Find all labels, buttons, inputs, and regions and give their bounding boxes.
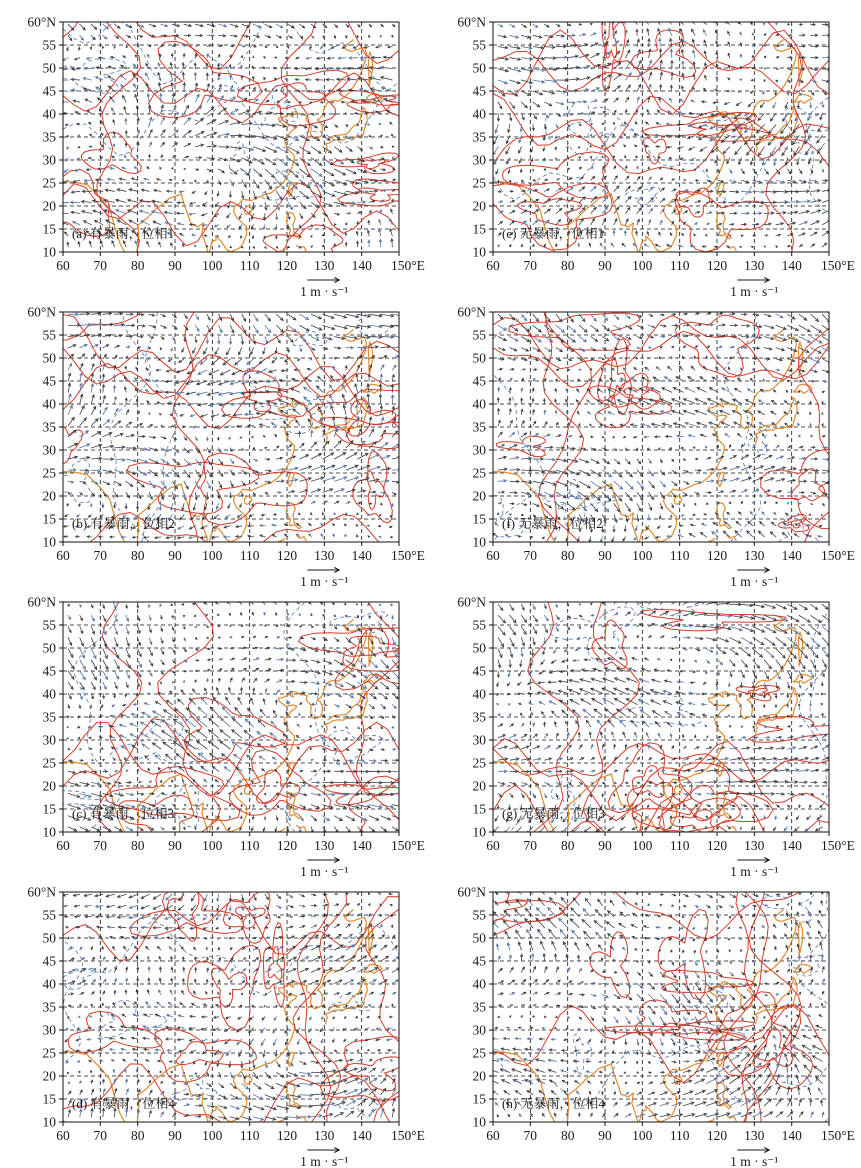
x-tick-label: 90 [598, 258, 612, 273]
x-axis-labels [486, 548, 855, 563]
y-tick-label: 30 [472, 152, 486, 168]
y-axis-labels [457, 305, 486, 550]
y-tick-label: 55 [42, 327, 56, 343]
scale-label: 1 m · s⁻¹ [730, 284, 779, 298]
x-tick-label: 110 [239, 838, 260, 853]
y-tick-label: 40 [42, 396, 56, 412]
y-tick-label: 10 [472, 1114, 486, 1130]
x-axis-labels [56, 258, 425, 273]
vector-scale-legend [730, 568, 778, 589]
scale-arrow-icon [307, 568, 339, 573]
x-axis-labels [56, 1128, 425, 1143]
x-tick-label: 100 [202, 258, 223, 273]
y-tick-label: 10 [42, 534, 56, 550]
panel-e [431, 8, 861, 298]
x-tick-label: 100 [202, 838, 223, 853]
y-tick-label: 10 [472, 244, 486, 260]
x-tick-label: 80 [560, 548, 575, 563]
vector-scale-legend [300, 858, 348, 879]
y-tick-label: 55 [472, 617, 486, 633]
x-tick-label: 60 [486, 1128, 500, 1143]
x-axis-labels [486, 1128, 855, 1143]
x-tick-label: 120 [276, 1128, 298, 1143]
y-tick-label: 25 [472, 175, 486, 191]
x-tick-label: 150°E [391, 258, 425, 273]
y-tick-label: 60°N [457, 884, 486, 900]
x-tick-label: 150°E [821, 548, 855, 563]
x-tick-label: 120 [276, 548, 298, 563]
x-tick-label: 130 [744, 838, 765, 853]
y-tick-label: 15 [472, 221, 486, 237]
x-tick-label: 100 [202, 548, 223, 563]
y-tick-label: 45 [42, 83, 56, 99]
y-tick-label: 30 [42, 732, 56, 748]
y-tick-label: 50 [42, 60, 56, 76]
y-tick-label: 45 [472, 953, 486, 969]
scale-arrow-icon [737, 858, 769, 863]
x-tick-label: 140 [351, 838, 372, 853]
y-tick-label: 30 [42, 1022, 56, 1038]
x-tick-label: 100 [202, 1128, 223, 1143]
panel-label-h: (h) 无暴雨，位相4 [502, 1096, 605, 1111]
scale-label: 1 m · s⁻¹ [300, 1154, 349, 1168]
map-plot-e [431, 8, 861, 298]
y-tick-label: 25 [472, 1045, 486, 1061]
panel-label-b: (b) 有暴雨，位相2 [72, 516, 175, 531]
coastline-layer [493, 40, 812, 253]
scale-label: 1 m · s⁻¹ [730, 1154, 779, 1168]
y-tick-label: 35 [472, 419, 486, 435]
x-tick-label: 110 [239, 258, 260, 273]
x-tick-label: 140 [351, 548, 372, 563]
y-tick-label: 60°N [27, 594, 56, 610]
x-axis-labels [56, 548, 425, 563]
x-tick-label: 150°E [821, 1128, 855, 1143]
x-tick-label: 60 [56, 1128, 70, 1143]
y-tick-label: 55 [42, 907, 56, 923]
y-axis-labels [27, 885, 56, 1130]
y-tick-label: 15 [472, 511, 486, 527]
wind-vector-field [488, 888, 824, 1117]
x-tick-label: 140 [351, 1128, 372, 1143]
x-tick-label: 130 [314, 548, 335, 563]
x-tick-label: 70 [523, 838, 538, 853]
y-axis-labels [457, 885, 486, 1130]
y-tick-label: 50 [42, 640, 56, 656]
y-axis-labels [457, 15, 486, 260]
y-tick-label: 35 [42, 419, 56, 435]
y-tick-label: 60°N [457, 304, 486, 320]
x-tick-label: 70 [93, 1128, 108, 1143]
map-plot-a [1, 8, 431, 298]
y-tick-label: 60°N [457, 594, 486, 610]
x-tick-label: 130 [744, 548, 765, 563]
y-tick-label: 30 [472, 442, 486, 458]
y-tick-label: 40 [472, 686, 486, 702]
x-tick-label: 70 [93, 258, 108, 273]
y-tick-label: 15 [42, 1091, 56, 1107]
scale-arrow-icon [307, 1148, 339, 1153]
x-tick-label: 150°E [391, 548, 425, 563]
x-tick-label: 80 [560, 1128, 575, 1143]
x-tick-label: 150°E [821, 838, 855, 853]
scale-arrow-icon [737, 1148, 769, 1153]
map-plot-h [431, 878, 861, 1168]
y-axis-labels [27, 305, 56, 550]
y-tick-label: 20 [472, 778, 486, 794]
map-plot-c [1, 588, 431, 878]
y-tick-label: 45 [472, 373, 486, 389]
x-tick-label: 140 [781, 838, 802, 853]
panel-d [1, 878, 431, 1168]
scale-arrow-icon [737, 278, 769, 283]
y-tick-label: 25 [42, 755, 56, 771]
x-tick-label: 100 [632, 1128, 653, 1143]
x-tick-label: 130 [314, 838, 335, 853]
scale-arrow-icon [737, 568, 769, 573]
x-tick-label: 90 [168, 258, 182, 273]
y-tick-label: 10 [42, 824, 56, 840]
y-tick-label: 40 [472, 396, 486, 412]
scale-arrow-icon [307, 278, 339, 283]
x-tick-label: 120 [706, 838, 728, 853]
x-tick-label: 80 [130, 258, 145, 273]
vector-scale-legend [300, 1148, 348, 1168]
y-tick-label: 45 [42, 663, 56, 679]
x-tick-label: 60 [486, 548, 500, 563]
y-axis-labels [27, 595, 56, 840]
x-tick-label: 110 [669, 258, 690, 273]
wind-vector-field [64, 312, 406, 538]
panel-h [431, 878, 861, 1168]
x-tick-label: 90 [168, 1128, 182, 1143]
x-tick-label: 70 [523, 1128, 538, 1143]
y-tick-label: 15 [472, 1091, 486, 1107]
x-tick-label: 130 [744, 258, 765, 273]
y-tick-label: 20 [42, 778, 56, 794]
x-tick-label: 100 [632, 258, 653, 273]
panel-a [1, 8, 431, 298]
coastline-layer [493, 330, 812, 543]
x-tick-label: 90 [598, 548, 612, 563]
map-plot-f [431, 298, 861, 588]
vector-scale-legend [730, 278, 778, 299]
scale-label: 1 m · s⁻¹ [300, 284, 349, 298]
y-tick-label: 60°N [27, 304, 56, 320]
scale-label: 1 m · s⁻¹ [730, 864, 779, 878]
y-tick-label: 55 [42, 37, 56, 53]
x-tick-label: 120 [276, 258, 298, 273]
y-tick-label: 35 [42, 709, 56, 725]
scale-arrow-icon [307, 858, 339, 863]
scale-label: 1 m · s⁻¹ [300, 864, 349, 878]
vector-scale-legend [730, 858, 778, 879]
panel-label-e: (e) 无暴雨，位相1 [502, 226, 605, 241]
map-plot-g [431, 588, 861, 878]
x-tick-label: 110 [669, 838, 690, 853]
y-tick-label: 30 [472, 732, 486, 748]
x-axis-labels [486, 258, 855, 273]
x-tick-label: 100 [632, 838, 653, 853]
x-tick-label: 70 [523, 548, 538, 563]
wind-vector-field [59, 24, 395, 248]
x-tick-label: 60 [486, 258, 500, 273]
y-tick-label: 25 [42, 465, 56, 481]
x-tick-label: 110 [239, 548, 260, 563]
x-tick-label: 150°E [821, 258, 855, 273]
scale-label: 1 m · s⁻¹ [730, 574, 779, 588]
y-tick-label: 40 [472, 106, 486, 122]
y-tick-label: 35 [472, 709, 486, 725]
panel-label-g: (g) 无暴雨，位相3 [502, 806, 605, 821]
y-tick-label: 20 [42, 198, 56, 214]
y-tick-label: 20 [472, 488, 486, 504]
y-tick-label: 15 [42, 221, 56, 237]
x-tick-label: 90 [168, 548, 182, 563]
y-tick-label: 60°N [457, 14, 486, 30]
negative-contour-layer [57, 299, 427, 542]
x-axis-labels [56, 838, 425, 853]
y-tick-label: 35 [42, 129, 56, 145]
x-tick-label: 130 [314, 1128, 335, 1143]
y-tick-label: 20 [472, 198, 486, 214]
x-tick-label: 70 [93, 838, 108, 853]
y-tick-label: 10 [472, 534, 486, 550]
x-tick-label: 120 [706, 1128, 728, 1143]
y-tick-label: 15 [472, 801, 486, 817]
x-tick-label: 140 [351, 258, 372, 273]
panel-label-a: (a) 有暴雨，位相1 [72, 226, 175, 241]
y-tick-label: 60°N [27, 14, 56, 30]
x-tick-label: 110 [239, 1128, 260, 1143]
x-tick-label: 80 [130, 548, 145, 563]
y-tick-label: 40 [42, 106, 56, 122]
panel-c [1, 588, 431, 878]
y-tick-label: 55 [472, 37, 486, 53]
y-tick-label: 30 [42, 442, 56, 458]
x-tick-label: 120 [276, 838, 298, 853]
map-plot-d [1, 878, 431, 1168]
y-tick-label: 20 [472, 1068, 486, 1084]
x-tick-label: 80 [560, 838, 575, 853]
panel-f [431, 298, 861, 588]
y-tick-label: 25 [472, 755, 486, 771]
x-tick-label: 150°E [391, 838, 425, 853]
x-tick-label: 110 [669, 1128, 690, 1143]
y-tick-label: 20 [42, 488, 56, 504]
y-axis-labels [27, 15, 56, 260]
x-tick-label: 60 [56, 548, 70, 563]
vector-scale-legend [300, 568, 348, 589]
y-tick-label: 40 [472, 976, 486, 992]
vector-scale-legend [730, 1148, 778, 1168]
x-tick-label: 80 [130, 838, 145, 853]
y-tick-label: 10 [42, 244, 56, 260]
y-tick-label: 50 [42, 350, 56, 366]
y-axis-labels [457, 595, 486, 840]
y-tick-label: 60°N [27, 884, 56, 900]
wind-vector-field [493, 19, 832, 248]
x-tick-label: 70 [93, 548, 108, 563]
y-tick-label: 35 [42, 999, 56, 1015]
x-tick-label: 120 [706, 548, 728, 563]
y-tick-label: 40 [42, 976, 56, 992]
x-tick-label: 130 [314, 258, 335, 273]
y-tick-label: 50 [42, 930, 56, 946]
y-tick-label: 15 [42, 511, 56, 527]
y-tick-label: 45 [472, 83, 486, 99]
y-tick-label: 15 [42, 801, 56, 817]
panel-label-d: (d) 有暴雨，位相4 [72, 1096, 175, 1111]
y-tick-label: 35 [472, 129, 486, 145]
y-tick-label: 45 [42, 373, 56, 389]
y-tick-label: 10 [42, 1114, 56, 1130]
x-tick-label: 120 [706, 258, 728, 273]
x-tick-label: 140 [781, 1128, 802, 1143]
y-tick-label: 25 [42, 1045, 56, 1061]
y-tick-label: 50 [472, 930, 486, 946]
y-tick-label: 55 [42, 617, 56, 633]
x-tick-label: 80 [560, 258, 575, 273]
x-tick-label: 90 [598, 1128, 612, 1143]
x-tick-label: 60 [56, 258, 70, 273]
x-tick-label: 150°E [391, 1128, 425, 1143]
y-tick-label: 35 [472, 999, 486, 1015]
y-tick-label: 45 [42, 953, 56, 969]
y-tick-label: 50 [472, 350, 486, 366]
y-tick-label: 50 [472, 640, 486, 656]
y-tick-label: 25 [42, 175, 56, 191]
y-tick-label: 30 [472, 1022, 486, 1038]
map-plot-b [1, 298, 431, 588]
latlon-grid [63, 312, 399, 542]
x-axis-labels [486, 838, 855, 853]
x-tick-label: 100 [632, 548, 653, 563]
y-tick-label: 25 [472, 465, 486, 481]
panel-b [1, 298, 431, 588]
y-tick-label: 55 [472, 327, 486, 343]
panel-label-f: (f) 无暴雨，位相2 [502, 516, 603, 531]
x-tick-label: 110 [669, 548, 690, 563]
y-tick-label: 50 [472, 60, 486, 76]
scale-label: 1 m · s⁻¹ [300, 574, 349, 588]
y-tick-label: 20 [42, 1068, 56, 1084]
x-tick-label: 90 [598, 838, 612, 853]
x-tick-label: 70 [523, 258, 538, 273]
y-tick-label: 10 [472, 824, 486, 840]
x-tick-label: 60 [56, 838, 70, 853]
y-tick-label: 45 [472, 663, 486, 679]
panel-label-c: (c) 有暴雨，位相3 [72, 806, 175, 821]
x-tick-label: 90 [168, 838, 182, 853]
coastline-layer [63, 40, 382, 253]
y-tick-label: 30 [42, 152, 56, 168]
x-tick-label: 80 [130, 1128, 145, 1143]
panel-g [431, 588, 861, 878]
x-tick-label: 130 [744, 1128, 765, 1143]
y-tick-label: 40 [42, 686, 56, 702]
x-tick-label: 140 [781, 548, 802, 563]
x-tick-label: 60 [486, 838, 500, 853]
vector-scale-legend [300, 278, 348, 299]
y-tick-label: 55 [472, 907, 486, 923]
x-tick-label: 140 [781, 258, 802, 273]
